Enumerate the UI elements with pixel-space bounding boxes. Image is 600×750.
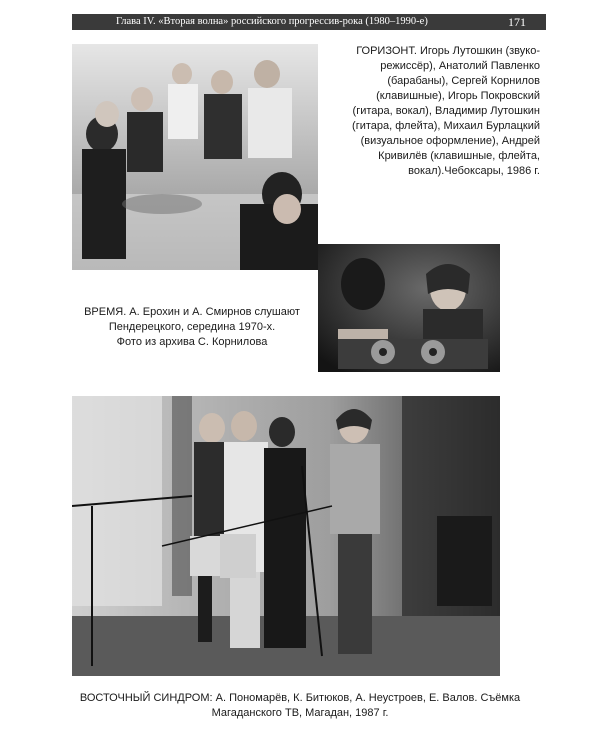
caption-line: (гитара, вокал), Владимир Лутошкин (352, 105, 540, 117)
vremya-photo (318, 244, 500, 372)
horizon-group-photo (72, 44, 318, 270)
caption-line: ВРЕМЯ. А. Ерохин и А. Смирнов слушают (84, 306, 300, 318)
caption-line: Фото из архива С. Корнилова (116, 336, 268, 348)
caption-line: (визуальное оформление), Андрей (360, 135, 540, 147)
vostochny-sindrom-caption (60, 691, 540, 721)
caption-line: Магаданского ТВ, Магадан, 1987 г. (211, 707, 389, 719)
horizon-caption (324, 44, 540, 179)
running-header (72, 14, 546, 30)
caption-line: вокал).Чебоксары, 1986 г. (408, 165, 540, 177)
caption-line: (гитара, флейта), Михаил Бурлацкий (352, 120, 540, 132)
caption-line: ГОРИЗОНТ. Игорь Лутошкин (звуко- (356, 45, 540, 57)
caption-line: (клавишные), Игорь Покровский (376, 90, 540, 102)
chapter-title: Глава IV. «Вторая волна» российского прогрессив-рока (1980–1990-е) (116, 16, 428, 27)
caption-line: Пендерецкого, середина 1970-х. (108, 321, 276, 333)
vremya-caption (72, 305, 312, 350)
page-number: 171 (488, 14, 546, 30)
caption-line: режиссёр), Анатолий Павленко (380, 60, 540, 72)
caption-line: ВОСТОЧНЫЙ СИНДРОМ: А. Пономарёв, К. Битюков, А. Неустроев, Е. Валов. Съёмка (79, 692, 521, 704)
caption-line: (барабаны), Сергей Корнилов (387, 75, 540, 87)
caption-line: Кривилёв (клавишные, флейта, (378, 150, 540, 162)
vostochny-sindrom-photo (72, 396, 500, 676)
